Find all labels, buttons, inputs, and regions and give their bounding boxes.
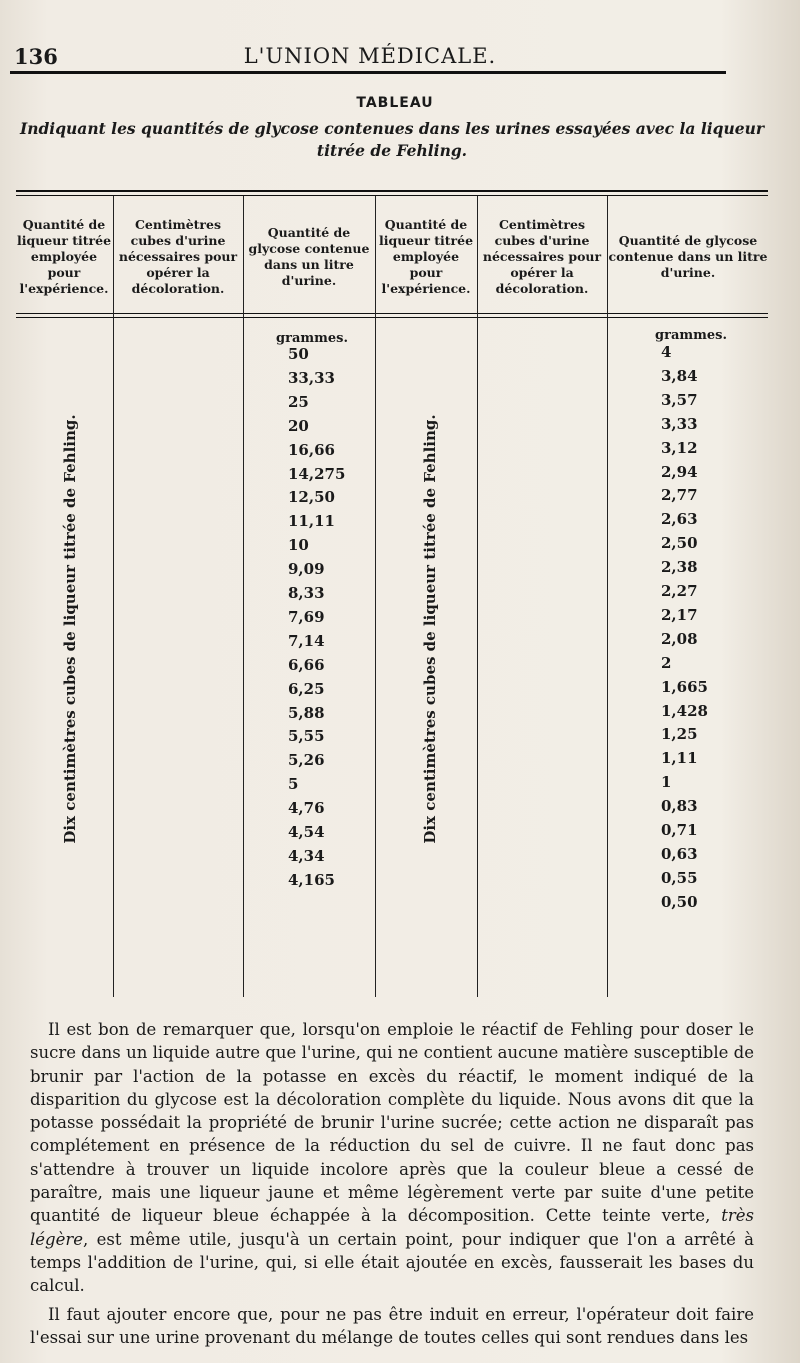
table-cell: 25: [288, 392, 309, 411]
table-cell: 14,275: [288, 464, 346, 483]
table-cell: 16,66: [288, 440, 335, 459]
column-header: Quantité de glycose contenue dans un litre d'urine.: [248, 225, 370, 288]
column-divider: [607, 196, 608, 997]
table-cell: 5,88: [288, 703, 325, 722]
emphasis-text: très légère: [30, 1206, 754, 1249]
table-cell: 0,63: [661, 844, 698, 863]
column-header: Quantité de glycose contenue dans un litre d'urine.: [608, 233, 768, 280]
table-cell: 1,665: [661, 677, 708, 696]
table-cell: 4,165: [288, 870, 335, 889]
header-bottom-rule: [16, 313, 768, 314]
table-cell: 7,69: [288, 607, 325, 626]
paragraph: [30, 1018, 754, 1298]
table-cell: 4: [661, 343, 672, 361]
page-number: 136: [14, 44, 58, 69]
column-divider: [375, 196, 376, 997]
journal-title: L'UNION MÉDICALE.: [243, 44, 497, 68]
table-cell: 1,25: [661, 725, 698, 744]
table-cell: 12,50: [288, 488, 335, 507]
table-cell: 3,84: [661, 366, 698, 385]
table-cell: 9,09: [288, 560, 325, 579]
table-cell: 2,17: [661, 605, 698, 624]
table-cell: 2,77: [661, 486, 698, 505]
table-cell: 7,14: [288, 631, 325, 650]
table-cell: 0,50: [661, 892, 698, 911]
column-divider: [113, 196, 114, 997]
body-text: [30, 1018, 754, 1349]
table-cell: 6,66: [288, 655, 325, 674]
table-cell: 5: [288, 775, 299, 794]
column-divider: [243, 196, 244, 997]
paragraph-text: Il est bon de remarquer que, lorsqu'on emploie le réactif de Fehling pour doser le sucre dans un liquide autre que l'urine, qui ne contient aucune matière susceptible de brunir par l'action de la potasse en excès du réactif, le moment indiqué de la disparition du glycose est la décoloration complète du liquide. Nous avons dit que la potasse possédait la propriété de brunir l'urine sucrée; cette action ne disparaît pas complétement en présence de la réduction du sel de cuivre. Il ne faut donc pas s'attendre à trouver un liquide incolore après que la couleur bleue a cessé de paraître, mais une liqueur jaune et même légèrement verte par suite d'une petite quantité de liqueur bleue échappée à la décomposition. Cette teinte verte,: [30, 1020, 754, 1226]
table-cell: 4,54: [288, 823, 325, 841]
table-header-row: [16, 204, 768, 310]
table-cell: 3,12: [661, 438, 698, 457]
table-top-rule-inner: [16, 195, 768, 196]
table-cell: 1: [661, 773, 672, 792]
table-cell: 2,08: [661, 629, 698, 648]
column-header: Quantité de liqueur titrée employée pour l'expérience.: [16, 217, 112, 296]
table-cell: 1,428: [661, 701, 708, 720]
column-header: Centimètres cubes d'urine nécessaires pour opérer la décoloration.: [118, 217, 238, 296]
table-cell: 3,57: [661, 390, 698, 409]
table-cell: 2,50: [661, 534, 698, 553]
table-cell: 5,26: [288, 751, 325, 770]
table-cell: 1,11: [661, 749, 698, 768]
table-top-rule: [16, 190, 768, 192]
header-bottom-rule-inner: [16, 317, 768, 318]
running-head: [14, 38, 726, 72]
vertical-label-right: Dix centimètres cubes de liqueur titrée de Fehling.: [421, 414, 439, 844]
table-cell: 20: [288, 416, 309, 435]
table-cell: 0,71: [661, 821, 698, 839]
table-cell: 11,11: [288, 512, 335, 531]
unit-label-left: grammes.: [276, 331, 348, 346]
paragraph-text: , est même utile, jusqu'à un certain point, pour indiquer que l'on a arrêté à temps l'addition de l'urine, qui, si elle était ajoutée en excès, fausserait les bases du calcul.: [30, 1229, 754, 1296]
table-cell: 4,76: [288, 799, 325, 818]
table-cell: 4,34: [288, 846, 325, 865]
table-cell: 8,33: [288, 584, 325, 602]
paragraph: Il faut ajouter encore que, pour ne pas être induit en erreur, l'opérateur doit faire l'essai sur une urine provenant du mélange de toutes celles qui sont rendues dans les: [30, 1304, 754, 1347]
unit-label-right: grammes.: [655, 328, 727, 343]
table-cell: 33,33: [288, 368, 335, 387]
table-cell: 2,27: [661, 582, 698, 600]
table-cell: 2,38: [661, 558, 698, 577]
table-cell: 5,55: [288, 727, 325, 746]
table-cell: 3,33: [661, 414, 698, 433]
table-cell: 0,83: [661, 797, 698, 816]
table-caption: Indiquant les quantités de glycose contenues dans les urines essayées avec la liqueur titrée de Fehling.: [19, 119, 765, 160]
table-cell: 10: [288, 536, 309, 555]
table-title: TABLEAU: [356, 95, 434, 111]
header-rule: [10, 71, 726, 74]
column-divider: [477, 196, 478, 997]
table-cell: 0,55: [661, 868, 698, 887]
column-header: Quantité de liqueur titrée employée pour l'expérience.: [378, 217, 474, 296]
table-cell: 2,94: [661, 462, 698, 481]
table-cell: 50: [288, 345, 309, 363]
table-cell: 2: [661, 653, 672, 672]
vertical-label-left: Dix centimètres cubes de liqueur titrée de Fehling.: [61, 414, 79, 844]
table-cell: 6,25: [288, 679, 325, 698]
column-header: Centimètres cubes d'urine nécessaires pour opérer la décoloration.: [482, 217, 602, 296]
table-cell: 2,63: [661, 510, 698, 529]
